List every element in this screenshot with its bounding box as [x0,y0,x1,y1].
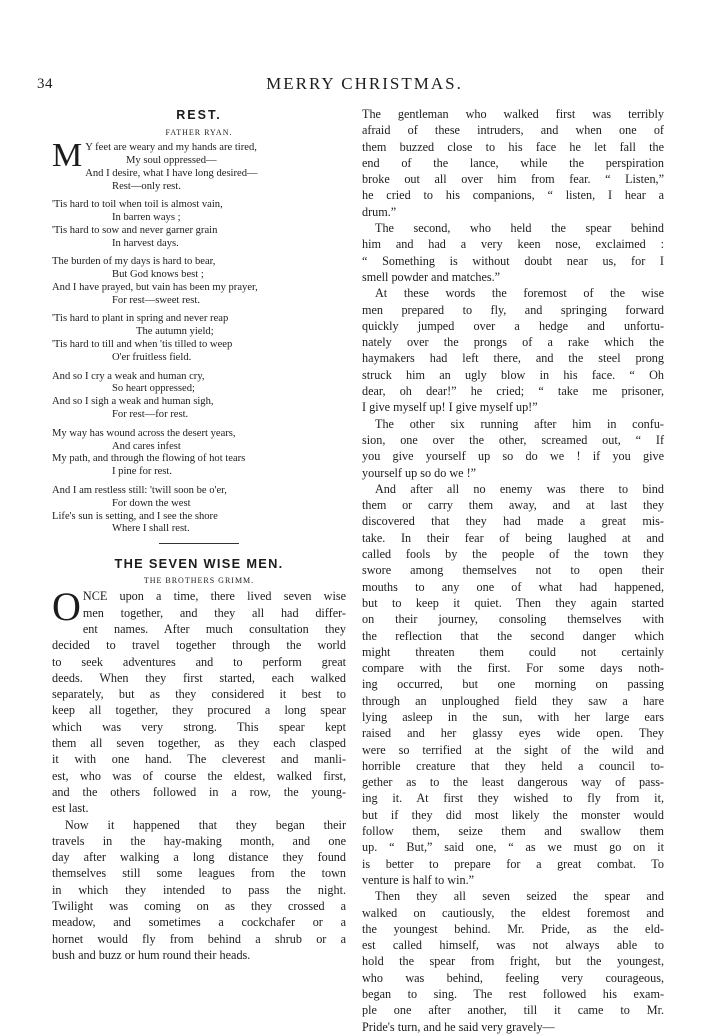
poem-line: 'Tis hard to toil when toil is almost vain, [52,199,223,211]
poem-line: And I am restless still: 'twill soon be o'er, [52,484,227,496]
poem-line: For rest—for rest. [112,409,189,421]
page-number: 34 [37,76,53,92]
poem-line: Rest—only rest. [112,180,181,192]
story-paragraph [362,106,664,220]
poem-line: 'Tis hard to till and when 'tis tilled to weep [52,339,233,351]
text-line: drum.” [362,204,397,219]
poem-stanza [52,313,346,365]
text-line: decided to travel together through the world [52,638,346,653]
poem-line: O'er fruitless field. [112,352,192,364]
text-line: you give yourself up so do we ! if you give [362,449,664,464]
text-line: swore among themselves not to open their [362,563,664,578]
poem-line: The burden of my days is hard to bear, [52,256,216,268]
poem-stanza [52,256,346,308]
poem-title: REST. [176,108,222,122]
text-line: venture is half to win.” [362,872,475,887]
poem-stanza [52,371,346,423]
text-line: The other six running after him in confu- [375,416,664,431]
poem-stanza [52,137,346,194]
text-line: broke out all over him from fear. “ Listen,” [362,172,664,187]
text-line: them all seven together, as they each clasped [52,736,346,751]
text-line: the reflection that the second danger which [362,628,664,643]
text-line: began to sing. The rest followed his exam- [362,987,664,1002]
text-line: take. In their fear of being laughed at and [362,530,664,545]
text-line: The gentleman who walked first was terribly [362,107,664,121]
text-line: themselves still some leagues from the town [52,866,346,881]
poem-stanza [52,428,346,480]
section-divider [159,543,239,544]
story-title: THE SEVEN WISE MEN. [114,556,284,572]
poem-line: And cares infest [112,440,181,452]
left-column [52,108,346,963]
poem-line: Y feet are weary and my hands are tired, [85,142,257,153]
text-line: up. “ But,” said one, “ as we must go on it [362,840,664,855]
text-line: bush and buzz or hum round their heads. [52,947,251,962]
poem-line: 'Tis hard to plant in spring and never reap [52,313,229,325]
text-line: nately over the prongs of a rake which the [362,335,664,350]
text-line: hold the spear from fright, but the youngest, [362,954,664,969]
story-paragraph [362,416,664,481]
text-line: raised and her glassy eyes wide open. They [362,726,664,741]
text-line: meadow, and sometimes a cockchafer or a [52,915,346,930]
text-line: est called himself, was not always able to [362,938,664,953]
text-line: keep all together, they procured a long spear [52,703,346,718]
text-line: NCE upon a time, there lived seven wise [82,589,346,604]
text-line: yourself up so do we !” [362,465,477,480]
text-line: ing occurred, but one morning on passing [362,677,664,692]
story-drop-cap: O [52,584,81,630]
poem-line: Life's sun is setting, and I see the shore [52,510,218,522]
poem-line: And so I cry a weak and human cry, [52,370,205,382]
poem-line: 'Tis hard to sow and never garner grain [52,224,218,236]
text-line: separately, but as they considered it best to [52,687,346,702]
text-line: deeds. When they first started, each walked [52,670,346,685]
text-line: but if they did most likely the monster would [362,807,664,822]
text-line: smell powder and matches.” [362,269,501,284]
text-line: it with one hand. The cleverest and manli- [52,752,346,767]
poem-stanza [52,485,346,537]
story-paragraph [52,584,346,816]
text-line: him and had a very keen nose, exclaimed : [362,237,664,252]
story-text-right [362,106,664,1035]
text-line: dear, oh dear!” he cried; “ take me prisoner, [362,384,664,399]
poem-line: In barren ways ; [112,212,181,224]
text-line: ing it. At first they wished to fly from it, [362,791,664,806]
story-paragraph [362,285,664,415]
story-author: THE BROTHERS GRIMM. [143,576,255,586]
text-line: horrible creature that they held a council to- [362,758,664,773]
running-title: MERRY CHRISTMAS. [266,74,463,93]
text-line: quickly jumped over a hedge and unfortu- [362,318,664,333]
text-line: and the others followed in a row, the young- [52,784,346,799]
text-line: afraid of these intruders, and when one of [362,123,664,138]
text-line: called fools by the people of the town they [362,547,664,562]
text-line: day after walking a long distance they found [52,850,346,865]
text-line: The second, who held the spear behind [375,221,664,236]
text-line: which was very strong. This spear kept [52,719,346,734]
poem-line: The autumn yield; [136,326,214,338]
text-line: but to keep it quiet. Then they again started [362,595,664,610]
text-line: Then they all seven seized the spear and [375,889,664,904]
poem-line: And I have prayed, but vain has been my prayer, [52,282,258,294]
text-line: who was behind, feeling very courageous, [362,970,664,985]
text-line: est last. [52,801,89,816]
text-line: on their journey, consoling themselves with [362,612,664,627]
text-line: Pride's turn, and he said very gravely— [362,1019,555,1034]
text-line: to seek adventures and to perform great [52,654,346,669]
poem-line: My path, and through the flowing of hot tears [52,453,246,465]
text-line: compare with the first. For some days noth- [362,661,664,676]
text-line: At these words the foremost of the wise [375,286,664,301]
poem-author: FATHER RYAN. [165,128,233,137]
text-line: Twilight was coming on as they crossed a [52,899,346,914]
text-line: And after all no enemy was there to bind [375,481,664,496]
text-line: ple one after another, till it came to Mr. [362,1003,664,1018]
text-line: haymakers had left there, and the steel prong [362,351,664,366]
poem-line: And so I sigh a weak and human sigh, [52,396,214,408]
text-line: men prepared to fly, and springing forward [362,302,664,317]
text-line: men together, and they all had differ- [82,605,346,620]
poem-line: And I desire, what I have long desired— [85,167,258,179]
right-column [362,106,664,1035]
story-paragraph [362,481,664,888]
poem-line: For down the west [112,497,191,509]
text-line: might threaten them could not certainly [362,644,664,659]
text-line: I give myself up! I give myself up!” [362,400,538,415]
text-line: sion, one over the other, screamed out, “ If [362,432,664,447]
poem-line: My soul oppressed— [126,154,217,166]
poem-line: So heart oppressed; [112,383,195,395]
poem-line: Where I shall rest. [112,523,190,535]
story-paragraph [362,220,664,285]
story-paragraph [52,817,346,964]
text-line: discovered that they had made a great mis- [362,514,664,529]
text-line: mouths to any one of what had happened, [362,579,664,594]
poem-body [52,137,346,536]
text-line: Now it happened that they began their [65,817,346,832]
story-text-left [52,584,346,963]
text-line: them buzzed close to his face he let fall the [362,139,664,154]
text-line: in which they intended to pass the night. [52,882,346,897]
text-line: est, who was of course the eldest, walked first, [52,768,346,783]
text-line: end of the lance, while the perspiration [362,155,664,170]
text-line: gether as to the least dangerous way of pass- [362,775,664,790]
text-line: hornet would fly from behind a shrub or a [52,931,346,946]
text-line: ent names. After much consultation they [82,621,346,636]
text-line: is better to prepare for a great combat. To [362,856,664,871]
text-line: “ Something is without doubt near us, for I [362,253,664,268]
poem-line: In harvest days. [112,237,179,249]
text-line: through an unploughed field they saw a hare [362,693,664,708]
poem-line: For rest—sweet rest. [112,294,200,306]
poem-drop-cap: M [52,137,83,174]
text-line: the youngest behind. Mr. Pride, as the eld- [362,921,664,936]
text-line: them or carry them away, and at last they [362,498,664,513]
text-line: he cried to his companions, “ listen, I hear a [362,188,664,203]
poem-line: But God knows best ; [112,269,204,281]
text-line: lying asleep in the sun, with her large ears [362,709,664,724]
text-line: walked on cautiously, the eldest foremost and [362,905,664,920]
text-line: follow them, seize them and swallow them [362,824,664,839]
poem-line: My way has wound across the desert years, [52,427,236,439]
text-line: were so terrified at the sight of the wild and [362,742,664,757]
text-line: travels in the hay-making month, and one [52,833,346,848]
story-paragraph [362,888,664,1035]
poem-line: I pine for rest. [112,466,173,478]
poem-stanza [52,199,346,251]
text-line: struck him an ugly blow in his face. “ Oh [362,367,664,382]
